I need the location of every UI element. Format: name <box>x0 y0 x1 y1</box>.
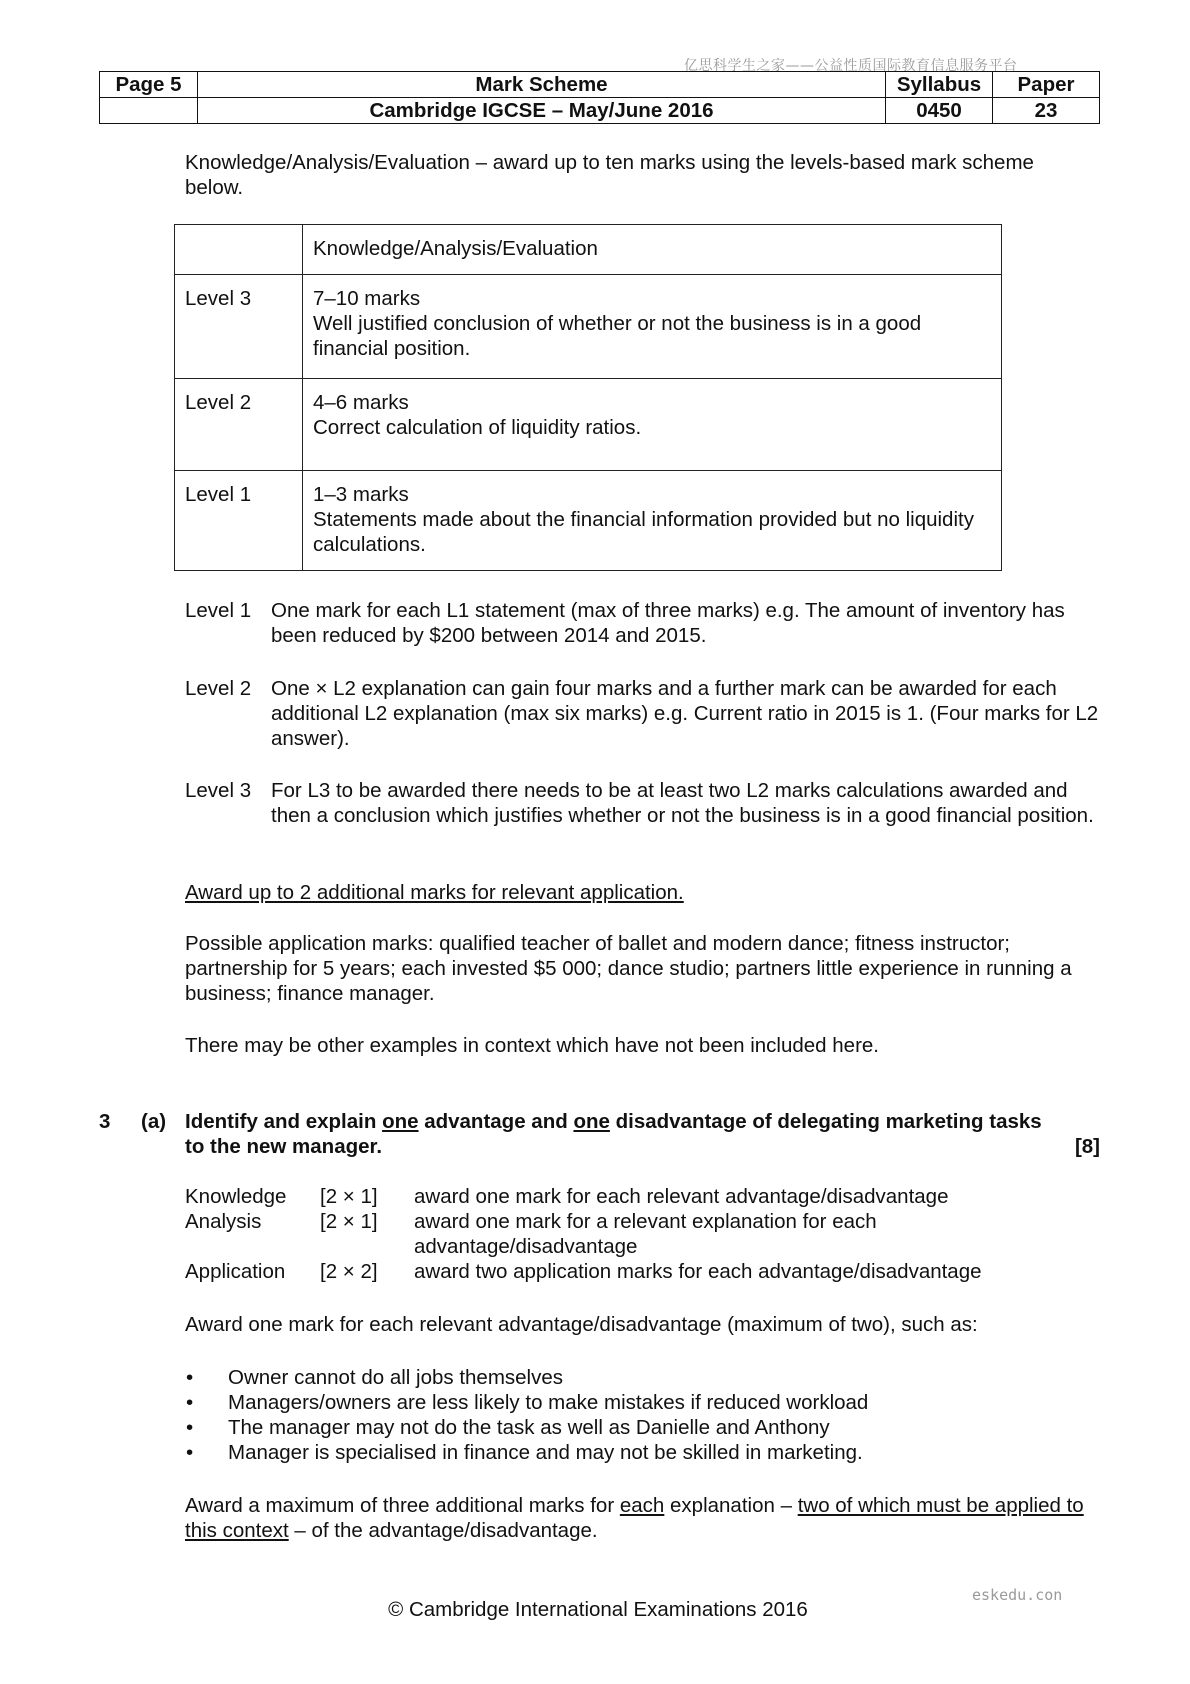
level-note <box>185 676 1105 751</box>
application-award: Award up to 2 additional marks for relevant application. <box>185 881 684 904</box>
header-subtitle: Cambridge IGCSE – May/June 2016 <box>198 98 886 124</box>
level-note-label: Level 3 <box>185 779 252 802</box>
question-marks: [8] <box>1074 1135 1100 1158</box>
level-description: Statements made about the financial information provided but no liquidity calculations. <box>313 508 974 556</box>
level-description: Well justified conclusion of whether or not the business is in a good financial position. <box>313 312 922 360</box>
level-descriptor <box>303 275 1002 379</box>
other-examples-note: There may be other examples in context which have not been included here. <box>185 1034 879 1057</box>
level-note-text: One mark for each L1 statement (max of three marks) e.g. The amount of inventory has been reduced by $200 between 2014 and 2015. <box>271 599 1065 647</box>
question-text: Identify and explain one advantage and one disadvantage of delegating marketing tasks to the new manager. <box>185 1110 1042 1158</box>
syllabus-label: Syllabus <box>886 72 993 98</box>
criterion-name: Analysis <box>185 1210 262 1233</box>
question-number: 3 <box>99 1110 111 1133</box>
syllabus-code: 0450 <box>886 98 993 124</box>
header-empty-cell <box>100 98 198 124</box>
level-descriptor <box>303 379 1002 471</box>
level-note-label: Level 1 <box>185 599 252 622</box>
application-examples: Possible application marks: qualified teacher of ballet and modern dance; fitness instructor; partnership for 5 years; each invested $5 000; dance studio; partners little experience in running a business; finance manager. <box>185 932 1072 1005</box>
level-descriptor <box>303 471 1002 571</box>
level-name: Level 1 <box>175 471 303 571</box>
level-name: Level 2 <box>175 379 303 471</box>
criterion-weight: [2 × 1] <box>320 1210 378 1233</box>
watermark-top: 亿思科学生之家——公益性质国际教育信息服务平台 <box>684 58 1018 74</box>
watermark-bottom: eskedu.con <box>972 1586 1063 1604</box>
table-row <box>175 471 1002 571</box>
list-item: • The manager may not do the task as well as Danielle and Anthony <box>185 1415 1105 1440</box>
list-item: • Managers/owners are less likely to make mistakes if reduced workload <box>185 1390 1105 1415</box>
level-note <box>185 778 1105 828</box>
copyright-footer: © Cambridge International Examinations 2016 <box>388 1598 808 1621</box>
level-marks: 1–3 marks <box>313 483 409 506</box>
table-row <box>175 275 1002 379</box>
level-name: Level 3 <box>175 275 303 379</box>
final-award-note: Award a maximum of three additional marks for each explanation – two of which must be applied to this context – of the advantage/disadvantage. <box>185 1494 1084 1542</box>
list-item: • Manager is specialised in finance and may not be skilled in marketing. <box>185 1440 1105 1465</box>
level-note-label: Level 2 <box>185 677 252 700</box>
level-note-text: For L3 to be awarded there needs to be at least two L2 marks calculations awarded and then a conclusion which justifies whether or not the business is in a good financial position. <box>271 779 1094 827</box>
criteria-list <box>185 1184 1105 1284</box>
criterion-desc: award one mark for each relevant advantage/disadvantage <box>414 1185 949 1208</box>
level-note-text: One × L2 explanation can gain four marks and a further mark can be awarded for each additional L2 explanation (max six marks) e.g. Current ratio in 2015 is 1. (Four marks for L2 answer). <box>271 677 1099 750</box>
levels-table <box>174 224 1002 571</box>
levels-table-corner <box>175 225 303 275</box>
page-number: Page 5 <box>100 72 198 98</box>
criterion-desc: award one mark for a relevant explanation for each advantage/disadvantage <box>414 1210 877 1258</box>
level-description: Correct calculation of liquidity ratios. <box>313 416 642 439</box>
intro-text: Knowledge/Analysis/Evaluation – award up to ten marks using the levels-based mark scheme below. <box>185 151 1034 199</box>
question-part: (a) <box>141 1110 167 1133</box>
criterion-name: Application <box>185 1260 286 1283</box>
criterion-weight: [2 × 1] <box>320 1185 378 1208</box>
paper-number: 23 <box>993 98 1100 124</box>
criterion-name: Knowledge <box>185 1185 287 1208</box>
header-table <box>99 71 1100 124</box>
award-intro: Award one mark for each relevant advantage/disadvantage (maximum of two), such as: <box>185 1313 978 1336</box>
header-title: Mark Scheme <box>198 72 886 98</box>
level-marks: 7–10 marks <box>313 287 421 310</box>
paper-label: Paper <box>993 72 1100 98</box>
level-note <box>185 598 1105 648</box>
list-item: • Owner cannot do all jobs themselves <box>185 1365 1105 1390</box>
criterion-desc: award two application marks for each advantage/disadvantage <box>414 1260 982 1283</box>
table-row <box>175 379 1002 471</box>
level-marks: 4–6 marks <box>313 391 409 414</box>
criterion-weight: [2 × 2] <box>320 1260 378 1283</box>
levels-table-header: Knowledge/Analysis/Evaluation <box>303 225 1002 275</box>
advantage-bullet-list <box>185 1365 1105 1465</box>
